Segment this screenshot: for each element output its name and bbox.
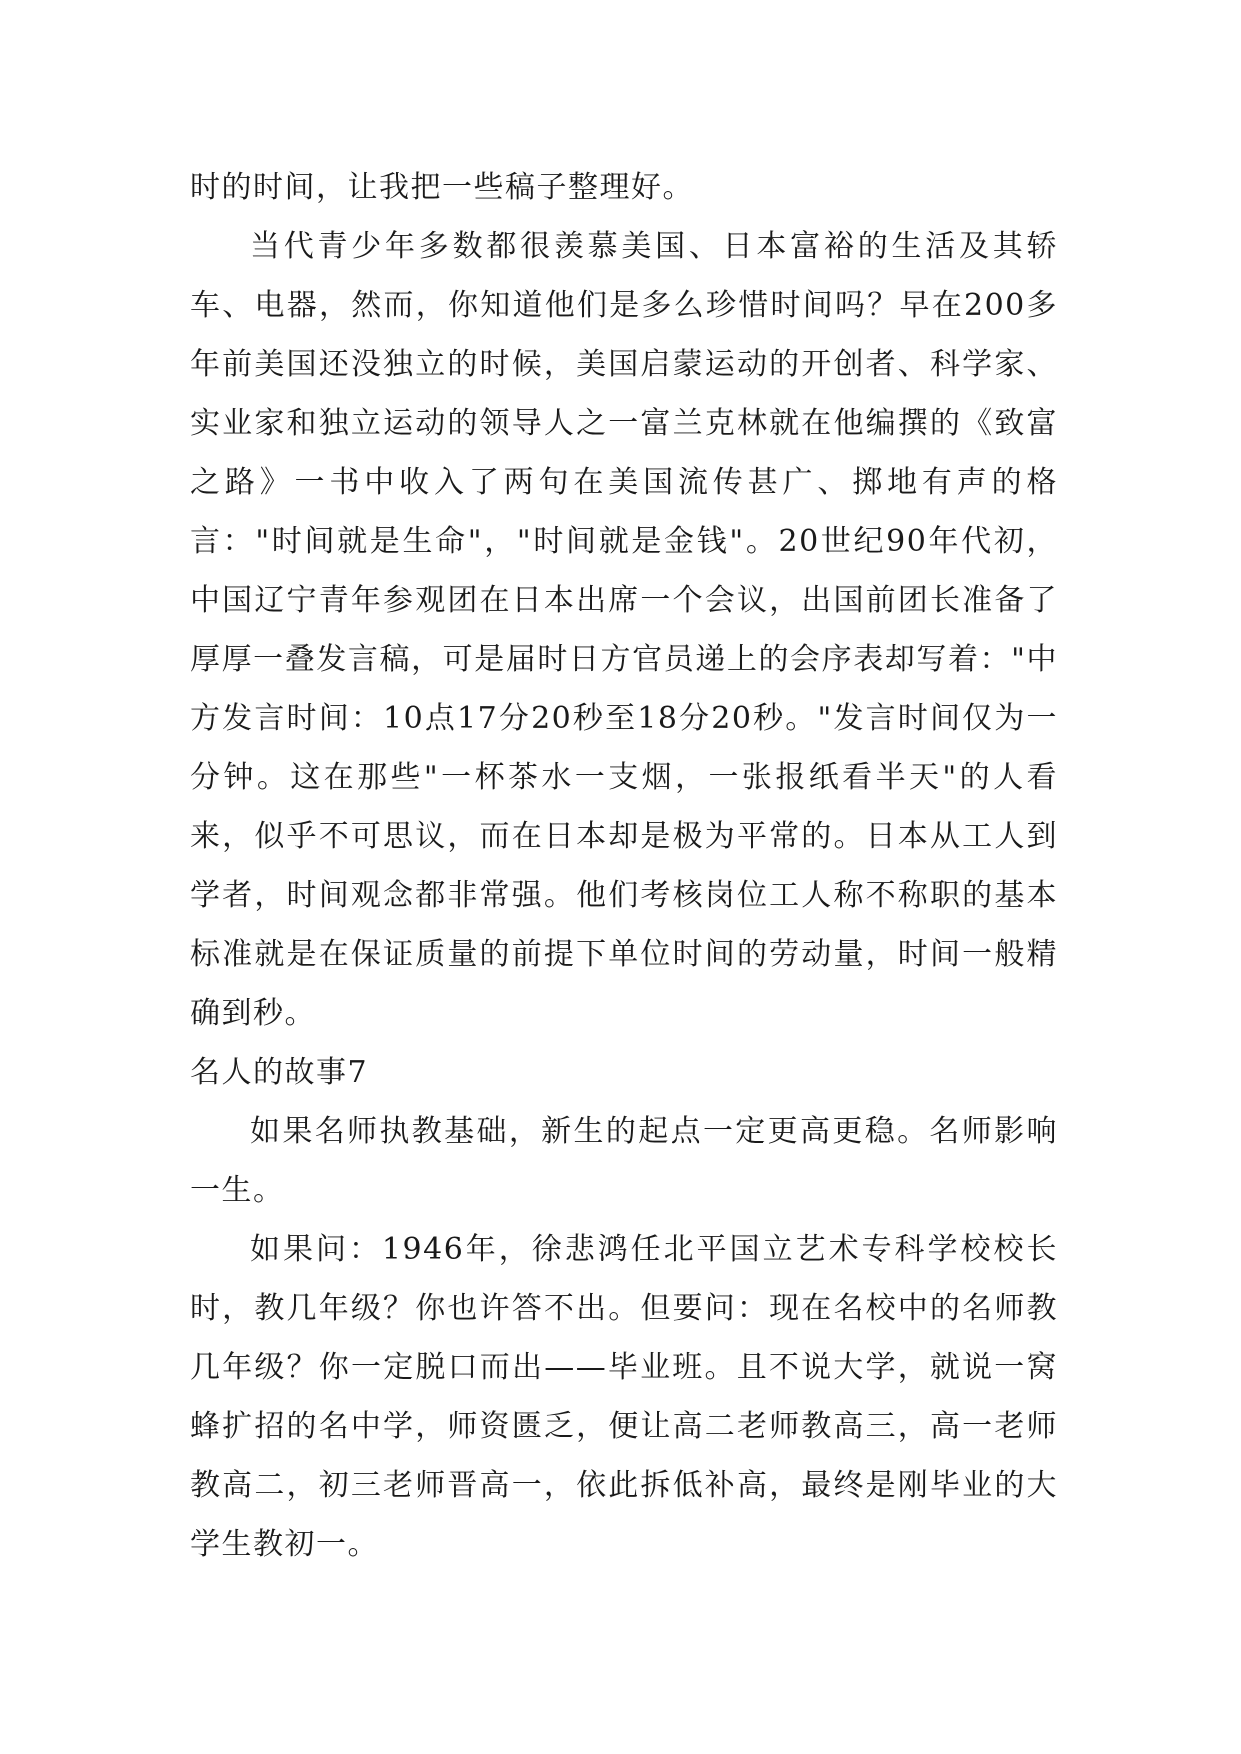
- paragraph-famous-teachers: 如果名师执教基础，新生的起点一定更高更稳。名师影响一生。: [190, 1114, 1058, 1208]
- paragraph-xu-beihong: 如果问：1946年，徐悲鸿任北平国立艺术专科学校校长时，教几年级？你也许答不出。但要问：现在名校中的名师教几年级？你一定脱口而出——毕业班。且不说大学，就说一窝蜂扩招的名中学，师资匮乏，便让高二老师教高三，高一老师教高二，初三老师晋高一，依此拆低补高，最终是刚毕业的大学生教初一。: [190, 1232, 1058, 1562]
- section-heading: 名人的故事7: [190, 1055, 369, 1090]
- document-body: [190, 158, 1058, 1574]
- paragraph-continuation: 时的时间，让我把一些稿子整理好。: [190, 170, 694, 205]
- paragraph-time-values: 当代青少年多数都很羡慕美国、日本富裕的生活及其轿车、电器，然而，你知道他们是多么珍惜时间吗？早在200多年前美国还没独立的时候，美国启蒙运动的开创者、科学家、实业家和独立运动的领导人之一富兰克林就在他编撰的《致富之路》一书中收入了两句在美国流传甚广、掷地有声的格言："时间就是生命"，"时间就是金钱"。20世纪90年代初，中国辽宁青年参观团在日本出席一个会议，出国前团长准备了厚厚一叠发言稿，可是届时日方官员递上的会序表却写着："中方发言时间：10点17分20秒至18分20秒。"发言时间仅为一分钟。这在那些"一杯茶水一支烟，一张报纸看半天"的人看来，似乎不可思议，而在日本却是极为平常的。日本从工人到学者，时间观念都非常强。他们考核岗位工人称不称职的基本标准就是在保证质量的前提下单位时间的劳动量，时间一般精确到秒。: [190, 229, 1058, 1031]
